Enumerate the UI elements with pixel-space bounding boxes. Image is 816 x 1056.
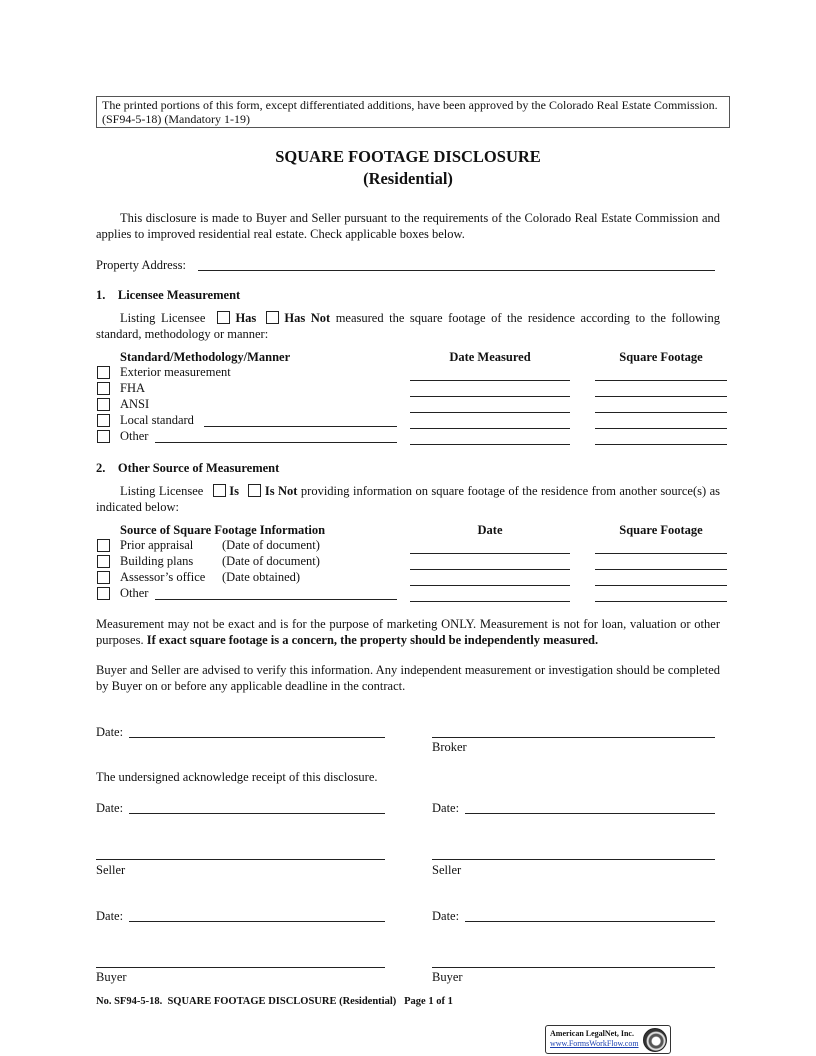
row-exterior-label: Exterior measurement [120, 365, 231, 379]
assessors-office-sqft-field[interactable] [595, 585, 727, 586]
property-address-label: Property Address: [96, 258, 186, 272]
building-plans-checkbox[interactable] [97, 555, 110, 568]
has-checkbox[interactable] [217, 311, 230, 324]
other-date-field[interactable] [410, 444, 570, 445]
seller2-signature-field[interactable] [432, 859, 715, 860]
section1-listing-prefix: Listing Licensee [120, 311, 206, 325]
seller2-label: Seller [432, 863, 462, 877]
other-standard-field[interactable] [155, 442, 397, 443]
date-label-3: Date: [432, 801, 460, 815]
other-source-field[interactable] [155, 599, 397, 600]
intro-paragraph: This disclosure is made to Buyer and Seller pursuant to the requirements of the Colorado Real Estate Commission and applies to improved residential real estate. Check applicable boxes below. [96, 211, 720, 241]
american-legalnet-logo[interactable] [545, 1025, 671, 1054]
buyer1-signature-field[interactable] [96, 967, 385, 968]
section2-statement [96, 483, 720, 515]
measurement-note-text: Measurement may not be exact and is for the purpose of marketing ONLY. Measurement is not for loan, valuation or other purposes. [96, 617, 720, 647]
seller1-label: Seller [96, 863, 126, 877]
measurement-note-bold: If exact square footage is a concern, the property should be independently measured. [146, 633, 599, 647]
property-address-field[interactable] [198, 270, 715, 271]
col-source-header: Source of Square Footage Information [120, 523, 326, 537]
fha-date-field[interactable] [410, 396, 570, 397]
other-source-date-field[interactable] [410, 601, 570, 602]
ansi-checkbox[interactable] [97, 398, 110, 411]
section1-statement [96, 310, 720, 342]
notice-line-1: The printed portions of this form, except differentiated additions, have been approved by the Colorado Real Estate Commission. [102, 98, 718, 112]
is-not-checkbox[interactable] [248, 484, 261, 497]
section2-sentence-rest: providing information on square footage of the residence from another source(s) as indicated below: [96, 484, 720, 514]
section1-heading: 1. Licensee Measurement [96, 288, 241, 302]
building-plans-sqft-field[interactable] [595, 569, 727, 570]
prior-appraisal-label: Prior appraisal [120, 538, 194, 552]
logo-company-name: American LegalNet, Inc. [550, 1029, 634, 1038]
building-plans-note: (Date of document) [222, 554, 320, 568]
row-ansi-label: ANSI [120, 397, 150, 411]
building-plans-date-field[interactable] [410, 569, 570, 570]
fha-checkbox[interactable] [97, 382, 110, 395]
broker-signature-field[interactable] [432, 737, 715, 738]
row-fha-label: FHA [120, 381, 146, 395]
notice-line-2: (SF94-5-18) (Mandatory 1-19) [102, 112, 250, 126]
row-other-label: Other [120, 429, 149, 443]
is-label: Is [229, 484, 239, 498]
is-not-label: Is Not [264, 484, 298, 498]
other-source-label: Other [120, 586, 149, 600]
form-subtitle: (Residential) [363, 169, 453, 188]
measurement-note [96, 616, 720, 648]
acknowledge-text: The undersigned acknowledge receipt of this disclosure. [96, 770, 378, 784]
broker-date-field[interactable] [129, 737, 385, 738]
exterior-date-field[interactable] [410, 380, 570, 381]
prior-appraisal-date-field[interactable] [410, 553, 570, 554]
section1-sentence-rest: measured the square footage of the residence according to the following standard, methodology or manner: [96, 311, 721, 341]
row-local-standard-label: Local standard [120, 413, 194, 427]
exterior-sqft-field[interactable] [595, 380, 727, 381]
col-sqft2-header: Square Footage [619, 523, 703, 537]
other-checkbox[interactable] [97, 430, 110, 443]
assessors-office-date-field[interactable] [410, 585, 570, 586]
local-standard-date-field[interactable] [410, 428, 570, 429]
local-standard-sqft-field[interactable] [595, 428, 727, 429]
other-source-checkbox[interactable] [97, 587, 110, 600]
form-footer-id: No. SF94-5-18. SQUARE FOOTAGE DISCLOSURE (Residential) Page 1 of 1 [96, 996, 453, 1007]
col-date-header: Date [477, 523, 503, 537]
seller2-date-field[interactable] [465, 813, 715, 814]
other-sqft-field[interactable] [595, 444, 727, 445]
date-label-2: Date: [96, 801, 124, 815]
col-sqft-header: Square Footage [619, 350, 703, 364]
prior-appraisal-sqft-field[interactable] [595, 553, 727, 554]
date-label-4: Date: [96, 909, 124, 923]
has-label: Has [235, 311, 257, 325]
assessors-office-note: (Date obtained) [222, 570, 301, 584]
local-standard-checkbox[interactable] [97, 414, 110, 427]
logo-url-link[interactable]: www.FormsWorkFlow.com [550, 1039, 639, 1048]
seller1-date-field[interactable] [129, 813, 385, 814]
prior-appraisal-note: (Date of document) [222, 538, 320, 552]
has-not-label: Has Not [284, 311, 331, 325]
col-standard-header: Standard/Methodology/Manner [120, 350, 291, 364]
is-checkbox[interactable] [213, 484, 226, 497]
buyer1-label: Buyer [96, 970, 127, 984]
approval-notice [96, 96, 730, 128]
other-source-sqft-field[interactable] [595, 601, 727, 602]
buyer2-label: Buyer [432, 970, 463, 984]
section2-listing-prefix: Listing Licensee [120, 484, 204, 498]
has-not-checkbox[interactable] [266, 311, 279, 324]
ansi-sqft-field[interactable] [595, 412, 727, 413]
section2-heading: 2. Other Source of Measurement [96, 461, 280, 475]
assessors-office-checkbox[interactable] [97, 571, 110, 584]
buyer1-date-field[interactable] [129, 921, 385, 922]
col-date-measured-header: Date Measured [449, 350, 531, 364]
buyer2-signature-field[interactable] [432, 967, 715, 968]
local-standard-field[interactable] [204, 426, 397, 427]
advice-paragraph: Buyer and Seller are advised to verify this information. Any independent measurement or investigation should be completed by Buyer on or before any applicable deadline in the contract. [96, 663, 720, 693]
form-title: SQUARE FOOTAGE DISCLOSURE [275, 147, 541, 166]
broker-label: Broker [432, 740, 467, 754]
disc-logo-icon [643, 1028, 667, 1052]
assessors-office-label: Assessor’s office [120, 570, 206, 584]
ansi-date-field[interactable] [410, 412, 570, 413]
date-label-1: Date: [96, 725, 124, 739]
building-plans-label: Building plans [120, 554, 194, 568]
seller1-signature-field[interactable] [96, 859, 385, 860]
buyer2-date-field[interactable] [465, 921, 715, 922]
prior-appraisal-checkbox[interactable] [97, 539, 110, 552]
date-label-5: Date: [432, 909, 460, 923]
fha-sqft-field[interactable] [595, 396, 727, 397]
exterior-checkbox[interactable] [97, 366, 110, 379]
